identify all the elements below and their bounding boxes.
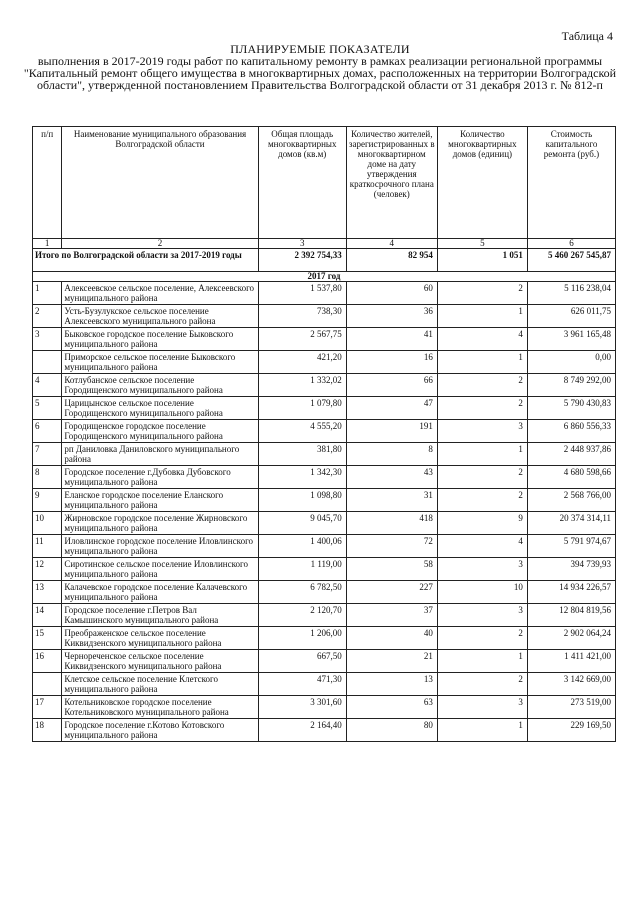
row-number [33, 673, 62, 696]
total-row [33, 249, 616, 272]
row-number: 11 [33, 535, 62, 558]
residents-value: 72 [346, 535, 437, 558]
row-number: 2 [33, 305, 62, 328]
total-label: Итого по Волгоградской области за 2017-2019 годы [33, 249, 259, 272]
residents-value: 16 [346, 351, 437, 374]
column-header: Стоимость капитального ремонта (руб.) [527, 127, 615, 239]
column-number: 5 [437, 239, 527, 249]
table-row [33, 558, 616, 581]
table-row [33, 581, 616, 604]
row-number: 1 [33, 282, 62, 305]
residents-value: 36 [346, 305, 437, 328]
municipality-name: Сиротинское сельское поселение Иловлинского муниципального района [62, 558, 258, 581]
residents-value: 227 [346, 581, 437, 604]
row-number: 7 [33, 443, 62, 466]
houses-value: 1 [437, 650, 527, 673]
cost-value: 0,00 [527, 351, 615, 374]
cost-value: 14 934 226,57 [527, 581, 615, 604]
cost-value: 8 749 292,00 [527, 374, 615, 397]
area-value: 6 782,50 [258, 581, 346, 604]
houses-value: 2 [437, 466, 527, 489]
table-row [33, 673, 616, 696]
residents-value: 41 [346, 328, 437, 351]
column-header: Общая площадь многоквартирных домов (кв.м) [258, 127, 346, 239]
row-number: 4 [33, 374, 62, 397]
residents-value: 37 [346, 604, 437, 627]
area-value: 1 537,80 [258, 282, 346, 305]
houses-value: 10 [437, 581, 527, 604]
residents-value: 47 [346, 397, 437, 420]
total-residents: 82 954 [346, 249, 437, 272]
houses-value: 9 [437, 512, 527, 535]
row-number: 13 [33, 581, 62, 604]
cost-value: 20 374 314,11 [527, 512, 615, 535]
cost-value: 3 142 669,00 [527, 673, 615, 696]
area-value: 1 098,80 [258, 489, 346, 512]
year-row [33, 272, 616, 282]
residents-value: 418 [346, 512, 437, 535]
table-row [33, 305, 616, 328]
houses-value: 2 [437, 627, 527, 650]
row-number: 5 [33, 397, 62, 420]
table-header-row [33, 127, 616, 239]
column-number: 1 [33, 239, 62, 249]
column-header: п/п [33, 127, 62, 239]
total-cost: 5 460 267 545,87 [527, 249, 615, 272]
residents-value: 58 [346, 558, 437, 581]
area-value: 2 567,75 [258, 328, 346, 351]
row-number: 9 [33, 489, 62, 512]
residents-value: 40 [346, 627, 437, 650]
table-row [33, 374, 616, 397]
municipality-name: рп Даниловка Даниловского муниципального района [62, 443, 258, 466]
area-value: 1 332,02 [258, 374, 346, 397]
houses-value: 3 [437, 558, 527, 581]
area-value: 2 120,70 [258, 604, 346, 627]
column-number: 2 [62, 239, 258, 249]
table-row [33, 466, 616, 489]
area-value: 9 045,70 [258, 512, 346, 535]
houses-value: 4 [437, 535, 527, 558]
municipality-name: Калачевское городское поселение Калачевского муниципального района [62, 581, 258, 604]
municipality-name: Котлубанское сельское поселение Городищенского муниципального района [62, 374, 258, 397]
row-number: 3 [33, 328, 62, 351]
document-subtitle: выполнения в 2017-2019 годы работ по капитальному ремонту в рамках реализации региональной программы "Капитальный ремонт общего имущества в многоквартирных домах, расположенных на территории Волгоградской области", утвержденной постановлением Правительства Волгоградской области от 31 декабря 2013 г. № 812-п [23, 54, 617, 92]
houses-value: 1 [437, 351, 527, 374]
table-row [33, 397, 616, 420]
houses-value: 2 [437, 397, 527, 420]
houses-value: 2 [437, 673, 527, 696]
cost-value: 2 902 064,24 [527, 627, 615, 650]
area-value: 4 555,20 [258, 420, 346, 443]
cost-value: 229 169,50 [527, 719, 615, 742]
residents-value: 21 [346, 650, 437, 673]
residents-value: 13 [346, 673, 437, 696]
column-header: Наименование муниципального образования Волгоградской области [62, 127, 258, 239]
row-number: 10 [33, 512, 62, 535]
total-area: 2 392 754,33 [258, 249, 346, 272]
houses-value: 3 [437, 420, 527, 443]
table-row [33, 282, 616, 305]
area-value: 3 301,60 [258, 696, 346, 719]
residents-value: 66 [346, 374, 437, 397]
houses-value: 1 [437, 305, 527, 328]
cost-value: 6 860 556,33 [527, 420, 615, 443]
indicators-table [32, 126, 616, 742]
table-row [33, 719, 616, 742]
municipality-name: Преображенское сельское поселение Киквидзенского муниципального района [62, 627, 258, 650]
houses-value: 2 [437, 489, 527, 512]
area-value: 738,30 [258, 305, 346, 328]
row-number: 18 [33, 719, 62, 742]
area-value: 2 164,40 [258, 719, 346, 742]
column-number: 4 [346, 239, 437, 249]
table-row [33, 420, 616, 443]
year-label: 2017 год [33, 272, 616, 282]
table-row [33, 535, 616, 558]
row-number: 16 [33, 650, 62, 673]
area-value: 421,20 [258, 351, 346, 374]
residents-value: 63 [346, 696, 437, 719]
row-number: 15 [33, 627, 62, 650]
houses-value: 2 [437, 282, 527, 305]
houses-value: 4 [437, 328, 527, 351]
residents-value: 8 [346, 443, 437, 466]
houses-value: 3 [437, 604, 527, 627]
municipality-name: Котельниковское городское поселение Котельниковского муниципального района [62, 696, 258, 719]
total-houses: 1 051 [437, 249, 527, 272]
cost-value: 12 804 819,56 [527, 604, 615, 627]
cost-value: 5 116 238,04 [527, 282, 615, 305]
municipality-name: Усть-Бузулукское сельское поселение Алексеевского муниципального района [62, 305, 258, 328]
row-number [33, 351, 62, 374]
residents-value: 43 [346, 466, 437, 489]
column-number: 6 [527, 239, 615, 249]
municipality-name: Царицынское сельское поселение Городищенского муниципального района [62, 397, 258, 420]
municipality-name: Иловлинское городское поселение Иловлинского муниципального района [62, 535, 258, 558]
residents-value: 60 [346, 282, 437, 305]
area-value: 381,80 [258, 443, 346, 466]
cost-value: 2 568 766,00 [527, 489, 615, 512]
area-value: 471,30 [258, 673, 346, 696]
column-header: Количество жителей, зарегистрированных в многоквартирном доме на дату утверждения краткосрочного плана (человек) [346, 127, 437, 239]
municipality-name: Еланское городское поселение Еланского муниципального района [62, 489, 258, 512]
area-value: 1 342,30 [258, 466, 346, 489]
table-row [33, 696, 616, 719]
residents-value: 191 [346, 420, 437, 443]
residents-value: 31 [346, 489, 437, 512]
table-row [33, 604, 616, 627]
cost-value: 5 791 974,67 [527, 535, 615, 558]
row-number: 14 [33, 604, 62, 627]
houses-value: 1 [437, 719, 527, 742]
area-value: 1 206,00 [258, 627, 346, 650]
cost-value: 3 961 165,48 [527, 328, 615, 351]
area-value: 1 119,00 [258, 558, 346, 581]
column-header: Количество многоквартирных домов (единиц) [437, 127, 527, 239]
cost-value: 394 739,93 [527, 558, 615, 581]
houses-value: 3 [437, 696, 527, 719]
cost-value: 4 680 598,66 [527, 466, 615, 489]
cost-value: 626 011,75 [527, 305, 615, 328]
cost-value: 5 790 430,83 [527, 397, 615, 420]
row-number: 12 [33, 558, 62, 581]
houses-value: 1 [437, 443, 527, 466]
municipality-name: Приморское сельское поселение Быковского муниципального района [62, 351, 258, 374]
table-row [33, 328, 616, 351]
table-label: Таблица 4 [561, 29, 613, 43]
table-row [33, 627, 616, 650]
table-row [33, 351, 616, 374]
area-value: 1 400,06 [258, 535, 346, 558]
row-number: 8 [33, 466, 62, 489]
table-row [33, 489, 616, 512]
table-row [33, 512, 616, 535]
cost-value: 273 519,00 [527, 696, 615, 719]
cost-value: 1 411 421,00 [527, 650, 615, 673]
area-value: 1 079,80 [258, 397, 346, 420]
municipality-name: Городское поселение г.Котово Котовского муниципального района [62, 719, 258, 742]
municipality-name: Городищенское городское поселение Городищенского муниципального района [62, 420, 258, 443]
municipality-name: Быковское городское поселение Быковского муниципального района [62, 328, 258, 351]
area-value: 667,50 [258, 650, 346, 673]
municipality-name: Городское поселение г.Дубовка Дубовского муниципального района [62, 466, 258, 489]
row-number: 6 [33, 420, 62, 443]
column-number: 3 [258, 239, 346, 249]
row-number: 17 [33, 696, 62, 719]
cost-value: 2 448 937,86 [527, 443, 615, 466]
column-number-row [33, 239, 616, 249]
table-row [33, 443, 616, 466]
municipality-name: Жирновское городское поселение Жирновского муниципального района [62, 512, 258, 535]
municipality-name: Алексеевское сельское поселение, Алексеевского муниципального района [62, 282, 258, 305]
residents-value: 80 [346, 719, 437, 742]
houses-value: 2 [437, 374, 527, 397]
municipality-name: Городское поселение г.Петров Вал Камышинского муниципального района [62, 604, 258, 627]
municipality-name: Клетское сельское поселение Клетского муниципального района [62, 673, 258, 696]
municipality-name: Чернореченское сельское поселение Киквидзенского муниципального района [62, 650, 258, 673]
document-title: ПЛАНИРУЕМЫЕ ПОКАЗАТЕЛИ [230, 42, 410, 56]
table-row [33, 650, 616, 673]
